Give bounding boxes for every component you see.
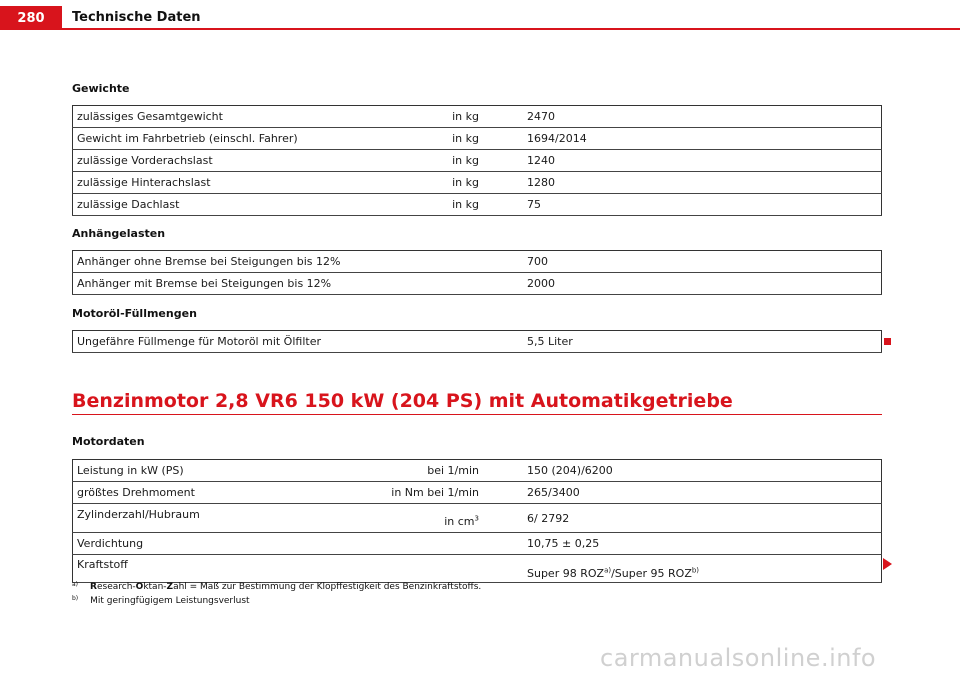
row-unit: bei 1/min [371,460,483,482]
fuel-value [527,567,699,580]
footnote-text: ktan- [143,582,167,592]
footnote-bold-letter: Z [166,582,174,592]
fuel-footnote-a-ref: a) [604,566,612,575]
unit-superscript: 3 [474,514,479,523]
row-name: zulässige Hinterachslast [73,172,372,194]
row-value: 700 [483,251,882,273]
row-value: 5,5 Liter [483,331,882,353]
table-row [73,273,882,295]
unit-text: in cm [444,514,475,528]
footnote-text: Mit geringfügigem Leistungsverlust [90,596,250,606]
row-value: 265/3400 [483,482,882,504]
page-header [0,0,960,30]
row-name: größtes Drehmoment [73,482,372,504]
row-value: 2470 [483,106,882,128]
table-row [73,504,882,533]
row-name: Zylinderzahl/Hubraum [73,504,372,533]
page-number: 280 [0,6,62,30]
row-value: 10,75 ± 0,25 [483,533,882,555]
table-row [73,128,882,150]
row-name: Verdichtung [73,533,372,555]
row-unit: in kg [371,128,483,150]
row-value: 75 [483,194,882,216]
footnote-bold-letter: O [135,582,144,592]
table-motoroel [72,330,882,353]
row-value: 1280 [483,172,882,194]
table-row [73,150,882,172]
row-unit: in Nm bei 1/min [371,482,483,504]
row-unit [444,515,479,528]
table-row [73,172,882,194]
row-value: 6/ 2792 [483,504,882,533]
row-value [483,555,882,583]
table-row [73,533,882,555]
header-divider [62,28,960,30]
row-unit: in kg [371,150,483,172]
engine-heading: Benzinmotor 2,8 VR6 150 kW (204 PS) mit Automatikgetriebe [72,390,733,412]
row-name: Leistung in kW (PS) [73,460,372,482]
heading-divider [72,414,882,415]
table-gewichte [72,105,882,216]
row-name: Kraftstoff [73,555,372,583]
row-unit-cell [371,504,483,533]
row-name: Anhänger mit Bremse bei Steigungen bis 12% [73,273,484,295]
row-name: zulässige Dachlast [73,194,372,216]
section-label-gewichte: Gewichte [72,82,130,95]
footnotes [72,580,481,608]
row-unit [371,555,483,583]
fuel-part2: /Super 95 ROZ [611,567,692,581]
footnote-b [72,594,481,608]
row-unit: in kg [371,194,483,216]
section-label-motordaten: Motordaten [72,435,145,448]
row-value: 1240 [483,150,882,172]
table-row [73,251,882,273]
section-label-motoroel: Motoröl-Füllmengen [72,307,197,320]
footnote-bold-letter: R [90,582,97,592]
row-name: Anhänger ohne Bremse bei Steigungen bis 12% [73,251,484,273]
row-unit: in kg [371,172,483,194]
footnote-marker: a) [72,581,79,588]
table-row [73,555,882,583]
row-value: 1694/2014 [483,128,882,150]
row-name: zulässige Vorderachslast [73,150,372,172]
table-row [73,331,882,353]
continue-arrow-icon [883,558,892,570]
row-value: 2000 [483,273,882,295]
row-value: 150 (204)/6200 [483,460,882,482]
fuel-footnote-b-ref: b) [691,566,700,575]
watermark: carmanualsonline.info [600,644,877,672]
footnote-text: esearch- [96,582,136,592]
row-unit: in kg [371,106,483,128]
footnote-a [72,580,481,594]
row-name: zulässiges Gesamtgewicht [73,106,372,128]
table-motordaten [72,459,882,583]
page-title: Technische Daten [72,10,201,25]
table-row [73,194,882,216]
table-row [73,106,882,128]
footnote-marker: b) [72,595,79,602]
section-end-marker [884,338,891,345]
row-name: Ungefähre Füllmenge für Motoröl mit Ölfilter [73,331,484,353]
row-unit [371,533,483,555]
fuel-part1: Super 98 ROZ [527,567,605,581]
table-anhaengelasten [72,250,882,295]
row-name: Gewicht im Fahrbetrieb (einschl. Fahrer) [73,128,372,150]
footnote-text: ahl = Maß zur Bestimmung der Klopffestigkeit des Benzinkraftstoffs. [173,582,482,592]
section-label-anhaengelasten: Anhängelasten [72,227,166,240]
table-row [73,482,882,504]
table-row [73,460,882,482]
